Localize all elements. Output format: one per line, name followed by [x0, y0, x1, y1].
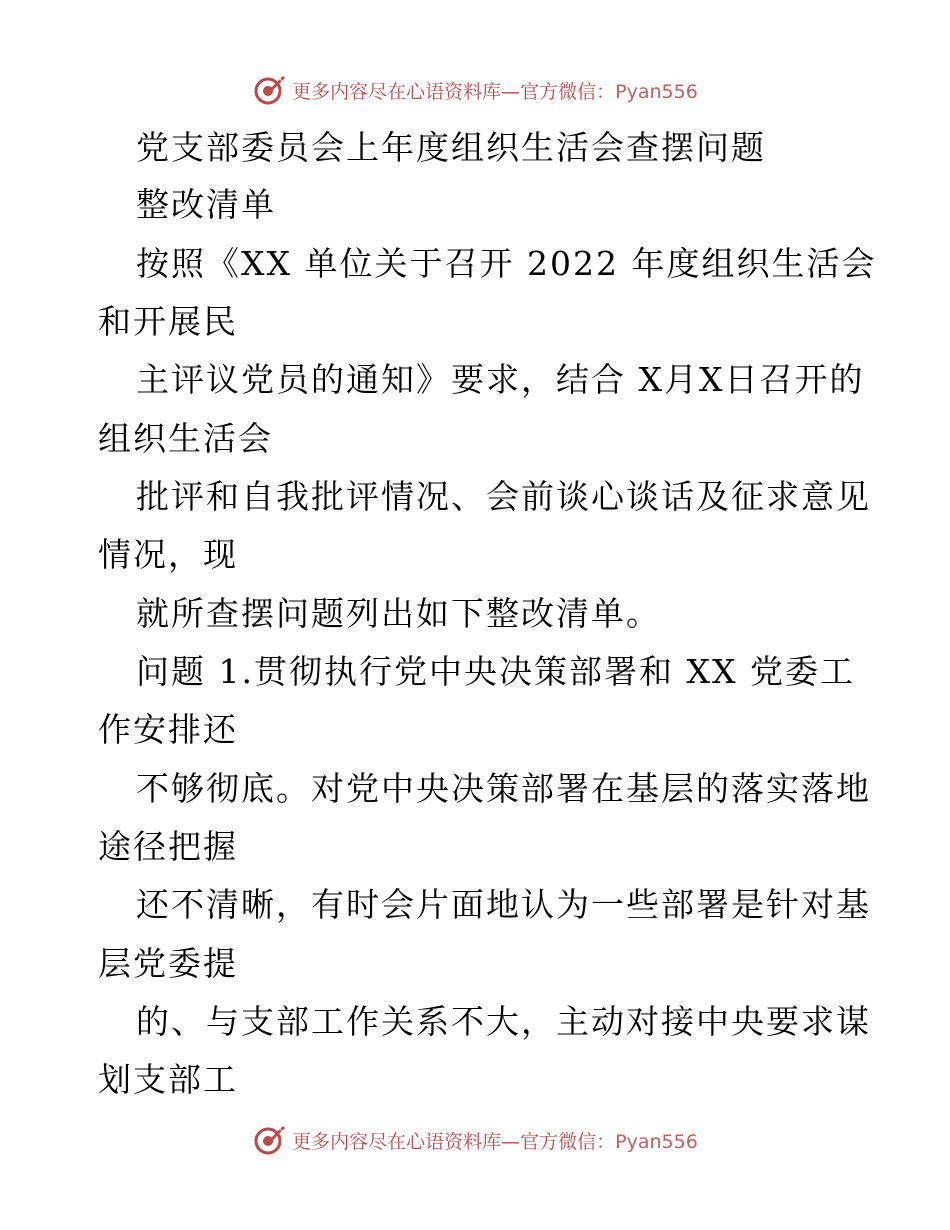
doc-line-9: 就所查摆问题列出如下整改清单。	[136, 594, 661, 633]
header-banner-text	[292, 77, 698, 104]
doc-line-8: 情况，现	[98, 535, 238, 574]
footer-banner-label: 更多内容尽在心语资料库—官方微信：	[292, 1130, 616, 1153]
doc-line-15: 层党委提	[98, 944, 238, 983]
footer-banner-handle: Pyan556	[615, 1130, 698, 1153]
header-banner-inner	[252, 73, 698, 107]
header-banner	[0, 70, 950, 110]
doc-line-12: 不够彻底。对党中央决策部署在基层的落实落地	[136, 769, 871, 808]
footer-banner	[0, 1120, 950, 1160]
doc-line-14: 还不清晰，有时会片面地认为一些部署是针对基	[136, 885, 871, 924]
doc-line-16: 的、与支部工作关系不大，主动对接中央要求谋	[136, 1002, 871, 1041]
quill-seal-logo-icon	[252, 73, 286, 107]
doc-line-11: 作安排还	[98, 710, 238, 749]
doc-line-7: 批评和自我批评情况、会前谈心谈话及征求意见	[136, 477, 871, 516]
header-banner-handle: Pyan556	[615, 80, 698, 103]
doc-line-13: 途径把握	[98, 827, 238, 866]
doc-line-4: 和开展民	[98, 302, 238, 341]
doc-line-17: 划支部工	[98, 1060, 238, 1099]
doc-line-5: 主评议党员的通知》要求，结合 X月X日召开的	[136, 360, 865, 399]
footer-banner-text	[292, 1127, 698, 1154]
doc-line-3: 按照《XX 单位关于召开 2022 年度组织生活会	[136, 244, 877, 283]
doc-line-10: 问题 1.贯彻执行党中央决策部署和 XX 党委工	[136, 652, 855, 691]
quill-seal-logo-icon	[252, 1123, 286, 1157]
doc-line-1: 党支部委员会上年度组织生活会查摆问题	[136, 128, 766, 167]
doc-line-6: 组织生活会	[98, 419, 273, 458]
doc-line-2: 整改清单	[136, 185, 276, 224]
footer-banner-inner	[252, 1123, 698, 1157]
header-banner-label: 更多内容尽在心语资料库—官方微信：	[292, 80, 616, 103]
